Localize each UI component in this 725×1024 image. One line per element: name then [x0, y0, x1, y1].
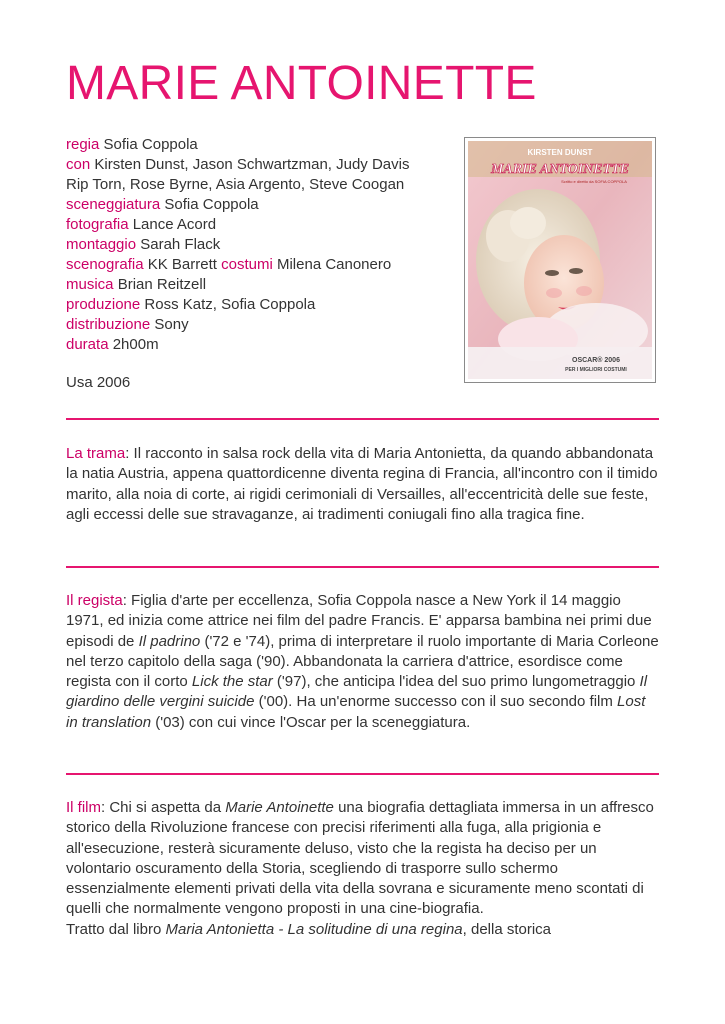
credits-block — [66, 135, 456, 355]
book-title-italic: Maria Antonietta - La solitudine di una regina — [165, 920, 463, 938]
section-label: Il regista — [66, 592, 123, 609]
credit-label: regia — [66, 136, 100, 153]
divider — [66, 566, 659, 568]
credit-produzione — [66, 295, 456, 315]
credit-durata — [66, 335, 456, 355]
page-title: MARIE ANTOINETTE — [66, 57, 537, 110]
credit-value: Brian Reitzell — [117, 276, 207, 293]
section-text: ('00). Ha un'enorme successo con il suo secondo film — [254, 693, 618, 711]
movie-poster — [464, 137, 656, 383]
film-title-italic: Il padrino — [138, 632, 201, 650]
section-regista — [66, 591, 660, 733]
credit-con-continued — [66, 175, 456, 195]
credit-con — [66, 155, 456, 175]
film-title-italic: Il giardino delle vergini suicide — [66, 673, 648, 711]
credit-value: Sofia Coppola — [103, 136, 198, 153]
section-text: : Chi si aspetta da — [101, 799, 226, 816]
credit-regia — [66, 135, 456, 155]
country-year: Usa 2006 — [66, 374, 131, 391]
section-text: ('03) con cui vince l'Oscar per la sceneggiatura. — [151, 713, 471, 731]
credit-value: KK Barrett — [147, 256, 217, 273]
credit-label: distribuzione — [66, 316, 151, 333]
section-label: La trama — [66, 445, 126, 462]
section-text: una biografia dettagliata immersa in un affresco storico della Rivoluzione francese con precisi riferimenti alla fuga, alla prigionia e all'esecuzione, resterà sicuramente deluso, visto che la regista ha deciso per un volontario oscuramento della Storia, scegliendo di trasporre sullo schermo essenzialmente elementi privati della vita della sovrana e sicuramente meno scontati di quelli che normalmente vengono proposti in una cine-biografia. — [66, 799, 654, 918]
section-text: , della storica — [462, 920, 552, 938]
credit-label: fotografia — [66, 216, 129, 233]
credit-value: Sofia Coppola — [164, 196, 259, 213]
section-text: Tratto dal libro — [66, 920, 166, 938]
credit-value: Sarah Flack — [140, 236, 221, 253]
credit-distribuzione — [66, 315, 456, 335]
credit-label: costumi — [221, 256, 273, 273]
divider — [66, 773, 659, 775]
section-text: : Il racconto in salsa rock della vita di Maria Antonietta, da quando abbandonata la natia Austria, appena quattordicenne diventa regina di Francia, all'incontro con il timido marito, alla noia di corte, ai rigidi cerimoniali di Versailles, all'eccentricità delle sue feste, agli eccessi delle sue stravaganze, ai tradimenti coniugali fino alla tragica fine. — [66, 445, 658, 523]
divider — [66, 418, 659, 420]
poster-award: OSCAR® 2006 — [572, 357, 620, 364]
credit-label: sceneggiatura — [66, 196, 161, 213]
poster-title: MARIE ANTOINETTE — [490, 162, 630, 177]
film-title-italic: Marie Antoinette — [225, 799, 334, 816]
credit-value: Kirsten Dunst, Jason Schwartzman, Judy Davis — [94, 156, 410, 173]
credit-sceneggiatura — [66, 195, 456, 215]
credit-value: 2h00m — [112, 336, 159, 353]
credit-montaggio — [66, 235, 456, 255]
credit-label: scenografia — [66, 256, 144, 273]
film-title-italic: Lick the star — [191, 673, 273, 691]
section-text: : Figlia d'arte per eccellenza, Sofia Coppola nasce a New York il 14 maggio 1971, ed inizia come attrice nei film del padre Francis. E' apparsa bambina nei primi due episodi de — [66, 592, 652, 650]
section-text: ('97), che anticipa l'idea del suo primo lungometraggio — [272, 673, 640, 691]
section-trama — [66, 444, 660, 525]
credit-fotografia — [66, 215, 456, 235]
credit-label: durata — [66, 336, 109, 353]
section-text: ('72 e '74), prima di interpretare il ruolo importante di Maria Corleone nel terzo capitolo della saga ('90). Abbandonata la carriera d'attrice, esordisce come regista con il corto — [66, 632, 659, 691]
poster-credit: Scritto e diretto da SOFIA COPPOLA — [561, 179, 627, 184]
poster-artwork — [468, 141, 652, 379]
credit-value: Sony — [154, 316, 189, 333]
section-film — [66, 798, 660, 940]
credit-value: Ross Katz, Sofia Coppola — [144, 296, 316, 313]
poster-award-sub: PER I MIGLIORI COSTUMI — [565, 367, 627, 373]
section-label: Il film — [66, 799, 101, 816]
credit-label: musica — [66, 276, 114, 293]
credit-label: con — [66, 156, 91, 173]
credit-scenografia — [66, 255, 456, 275]
poster-actor: KIRSTEN DUNST — [527, 148, 593, 157]
credit-label: montaggio — [66, 236, 137, 253]
credit-value: Milena Canonero — [276, 256, 392, 273]
credit-value: Lance Acord — [132, 216, 217, 233]
credit-label: produzione — [66, 296, 141, 313]
credit-musica — [66, 275, 456, 295]
film-title-italic: Lost in translation — [66, 693, 646, 731]
credit-value: Rip Torn, Rose Byrne, Asia Argento, Steve Coogan — [66, 176, 405, 193]
